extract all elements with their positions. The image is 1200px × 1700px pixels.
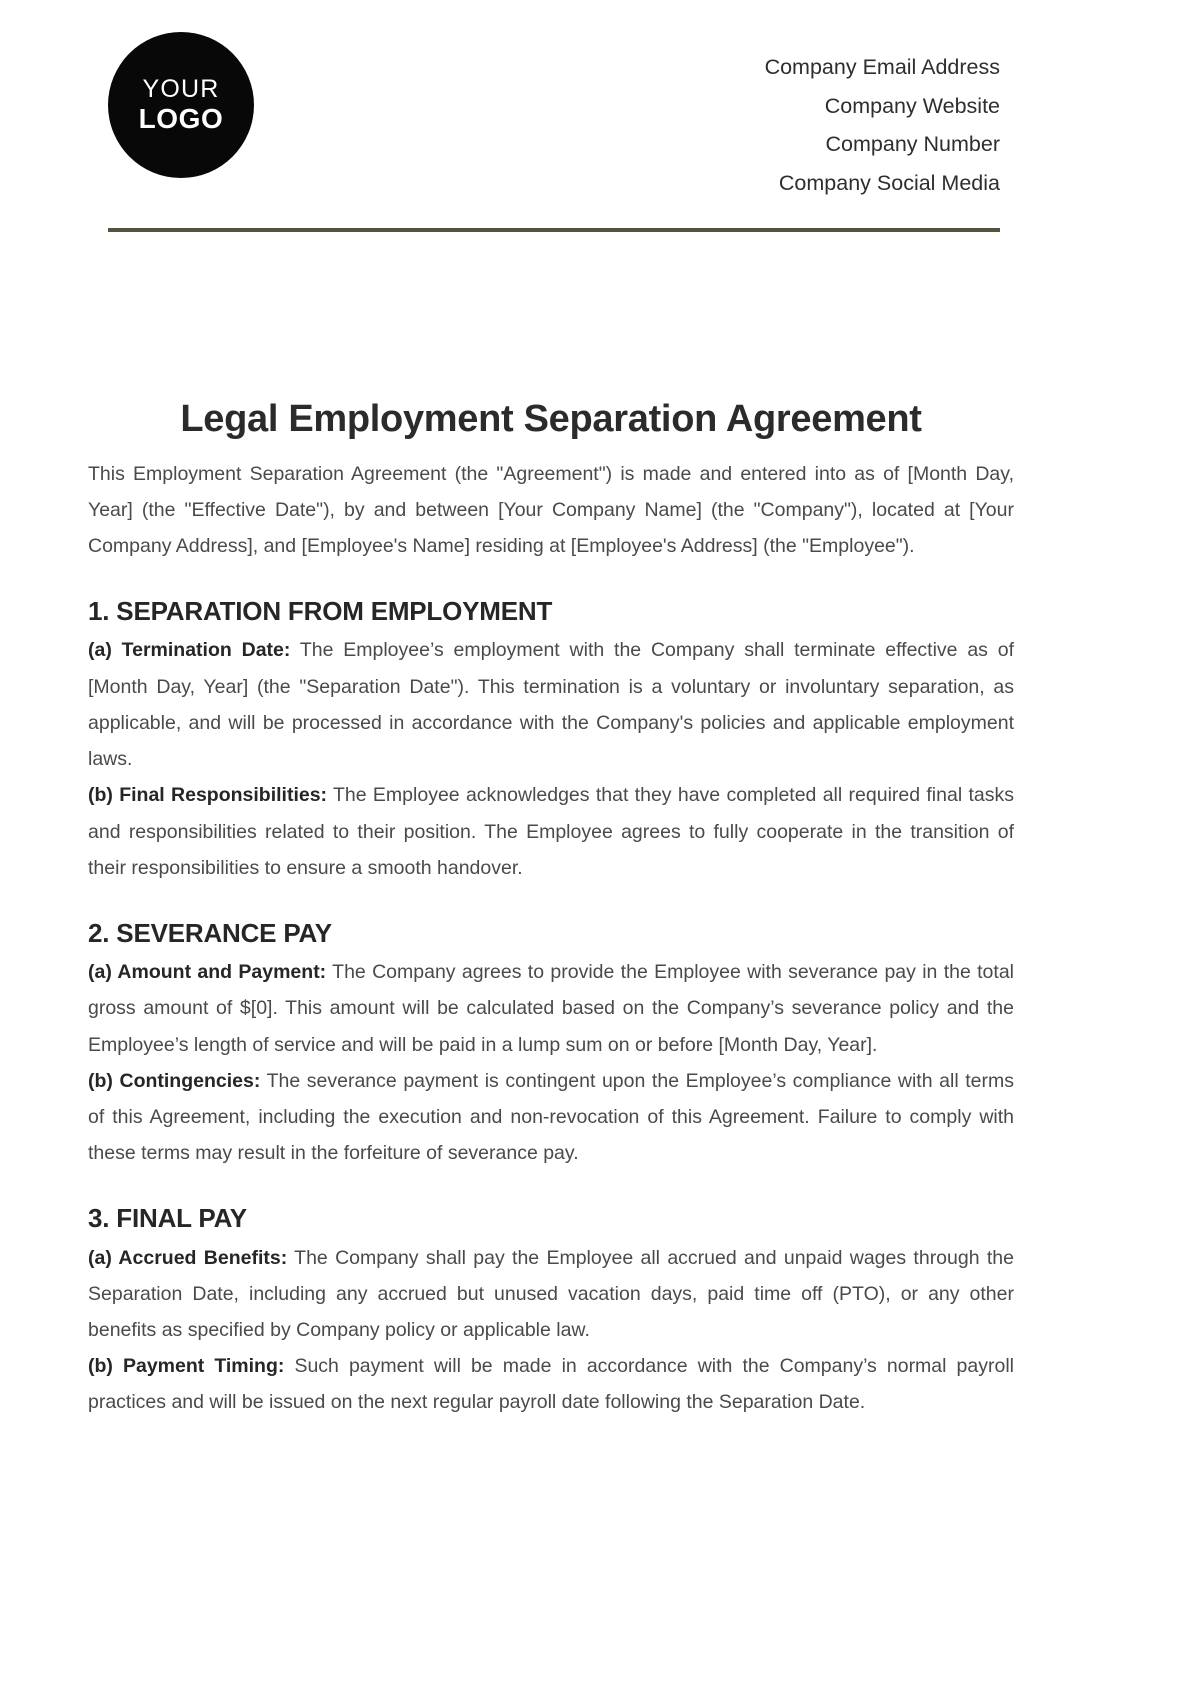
clause-text-1a: The Employee’s employment with the Company shall terminate effective as of [Month Day, Year] (the "Separation Date"). This termination is a voluntary or involuntary separation, as applicable, and will be processed in accordance with the Company's policies and applicable employment laws.	[88, 639, 1014, 771]
document-body	[88, 398, 1014, 1421]
document-header	[108, 32, 1000, 195]
company-contact-block	[765, 32, 1000, 202]
logo-text-logo: LOGO	[138, 103, 224, 134]
contact-line-social-media: Company Social Media	[778, 170, 1000, 195]
clause-text-2a: The Company agrees to provide the Employee with severance pay in the total gross amount of $[0]. This amount will be calculated based on the Company’s severance policy and the Employee’s length of service and will be paid in a lump sum on or before [Month Day, Year].	[88, 961, 1014, 1056]
section-heading-3: 3. FINAL PAY	[88, 1203, 247, 1234]
section-3-clause-a	[88, 1240, 1014, 1349]
logo-text-your: YOUR	[142, 75, 220, 103]
page-title: Legal Employment Separation Agreement	[180, 398, 922, 440]
clause-lead-3a: (a) Accrued Benefits:	[88, 1246, 288, 1269]
clause-text-1b: The Employee acknowledges that they have completed all required final tasks and responsibilities related to their position. The Employee agrees to fully cooperate in the transition of their responsibilities to ensure a smooth handover.	[88, 784, 1014, 879]
clause-lead-3b: (b) Payment Timing:	[88, 1355, 285, 1378]
intro-paragraph: This Employment Separation Agreement (the "Agreement") is made and entered into as of [Month Day, Year] (the "Effective Date"), by and between [Your Company Name] (the "Company"), located at [Your Company Address], and [Employee's Name] residing at [Employee's Address] (the "Employee").	[88, 462, 1014, 558]
clause-text-3b: Such payment will be made in accordance with the Company’s normal payroll practices and will be issued on the next regular payroll date following the Separation Date.	[88, 1355, 1014, 1414]
company-logo	[108, 32, 254, 178]
section-1-clause-a	[88, 632, 1014, 777]
contact-line-website: Company Website	[824, 93, 1000, 118]
clause-lead-1a: (a) Termination Date:	[88, 639, 291, 662]
clause-text-3a: The Company shall pay the Employee all accrued and unpaid wages through the Separation Date, including any accrued but unused vacation days, paid time off (PTO), or any other benefits as specified by Company policy or applicable law.	[88, 1246, 1014, 1341]
clause-text-2b: The severance payment is contingent upon the Employee’s compliance with all terms of this Agreement, including the execution and non-revocation of this Agreement. Failure to comply with these terms may result in the forfeiture of severance pay.	[88, 1069, 1014, 1165]
section-heading-2: 2. SEVERANCE PAY	[88, 917, 332, 948]
section-1-clause-b	[88, 777, 1014, 886]
contact-line-email: Company Email Address	[764, 55, 1000, 79]
section-2-clause-b	[88, 1063, 1014, 1172]
section-2-clause-a	[88, 954, 1014, 1063]
clause-lead-1b: (b) Final Responsibilities:	[88, 784, 328, 807]
clause-lead-2b: (b) Contingencies:	[88, 1069, 261, 1092]
logo-circle-icon	[108, 32, 254, 178]
contact-line-number: Company Number	[825, 132, 1000, 156]
section-3-clause-b	[88, 1348, 1014, 1420]
header-divider	[108, 228, 1000, 232]
clause-lead-2a: (a) Amount and Payment:	[88, 961, 327, 984]
section-heading-1: 1. SEPARATION FROM EMPLOYMENT	[88, 596, 553, 627]
